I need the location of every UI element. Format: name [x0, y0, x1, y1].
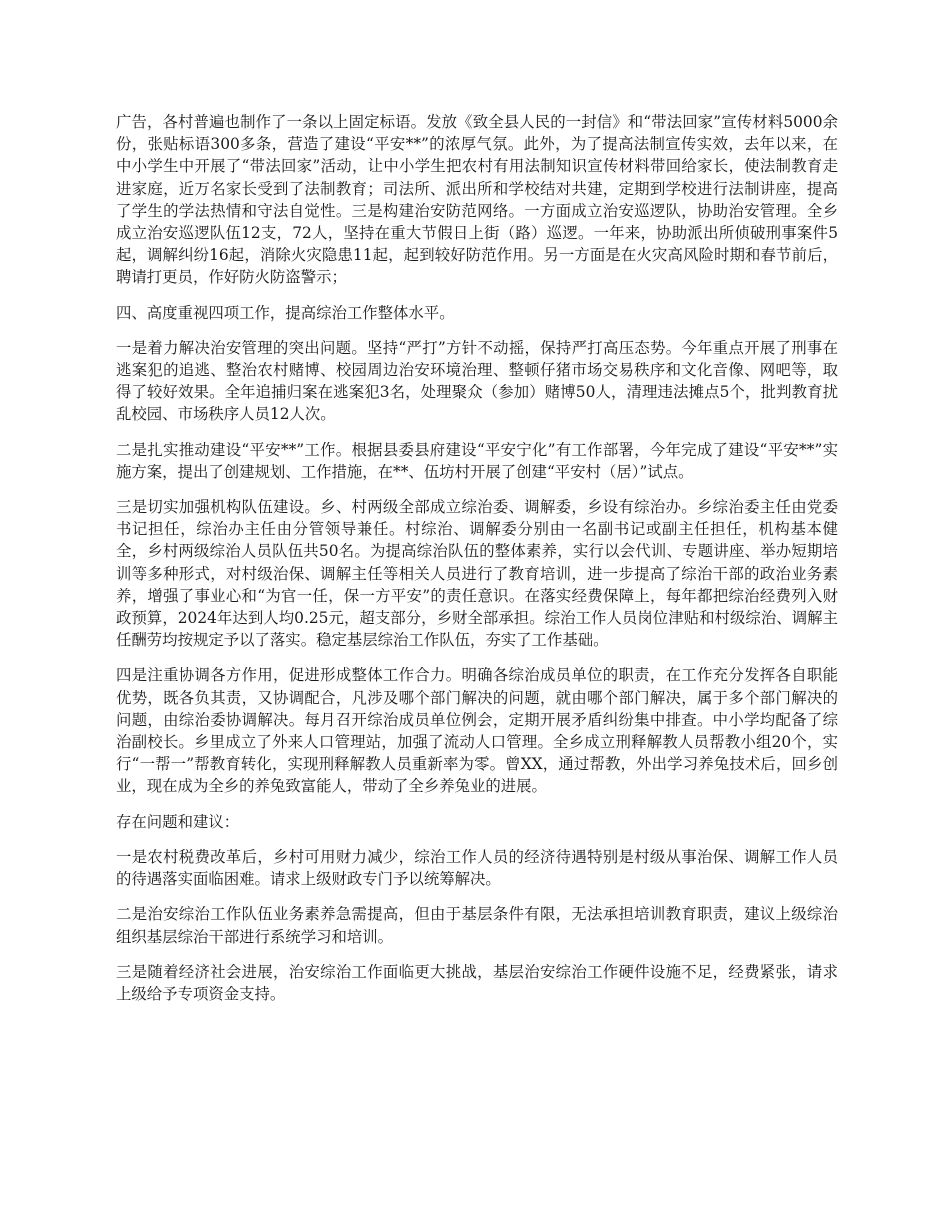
- paragraph-suggestion-training: 二是治安综治工作队伍业务素养急需提高，但由于基层条件有限，无法承担培训教育职责，建议上级综治组织基层综治干部进行系统学习和培训。: [116, 905, 838, 946]
- paragraph-team-building: 三是切实加强机构队伍建设。乡、村两级全部成立综治委、调解委，乡设有综治办。乡综治委主任由党委书记担任，综治办主任由分管领导兼任。村综治、调解委分别由一名副书记或副主任担任，机构基本健全，乡村两级综治人员队伍共50名。为提高综治队伍的整体素养，实行以会代训、专题讲座、举办短期培训等多种形式，对村级治保、调解主任等相关人员进行了教育培训，进一步提高了综治干部的政治业务素养，增强了事业心和“为官一任，保一方平安”的责任意识。在落实经费保障上，每年都把综治经费列入财政预算，2024年达到人均0.25元，超支部分，乡财全部承担。综治工作人员岗位津贴和村级综治、调解主任酬劳均按规定予以了落实。稳定基层综治工作队伍，夯实了工作基础。: [116, 498, 838, 650]
- paragraph-suggestion-facilities: 三是随着经济社会进展，治安综治工作面临更大挑战，基层治安综治工作硬件设施不足，经费紧张，请求上级给予专项资金支持。: [116, 962, 838, 1003]
- section-heading-problems: 存在问题和建议：: [116, 812, 240, 831]
- section-heading-four: 四、高度重视四项工作，提高综治工作整体水平。: [116, 303, 455, 322]
- paragraph-publicity: 广告，各村普遍也制作了一条以上固定标语。发放《致全县人民的一封信》和“带法回家”宣传材料5000余份，张贴标语300多条，营造了建设“平安**”的浓厚气氛。此外，为了提高法制宣传实效，去年以来，在中小学生中开展了“带法回家”活动，让中小学生把农村有用法制知识宣传材料带回给家长，使法制教育走进家庭，近万名家长受到了法制教育；司法所、派出所和学校结对共建，定期到学校进行法制讲座，提高了学生的学法热情和守法自觉性。三是构建治安防范网络。一方面成立治安巡逻队，协助治安管理。全乡成立治安巡逻队伍12支，72人，坚持在重大节假日上街（路）巡逻。一年来，协助派出所侦破刑事案件5起，调解纠纷16起，消除火灾隐患11起，起到较好防范作用。另一方面是在火灾高风险时期和春节前后，聘请打更员，作好防火防盗警示；: [116, 113, 838, 287]
- paragraph-coordination: 四是注重协调各方作用，促进形成整体工作合力。明确各综治成员单位的职责，在工作充分发挥各自职能优势，既各负其责，又协调配合，凡涉及哪个部门解决的问题，就由哪个部门解决，属于多个部门解决的问题，由综治委协调解决。每月召开综治成员单位例会，定期开展矛盾纠纷集中排查。中小学均配备了综治副校长。乡里成立了外来人口管理站，加强了流动人口管理。全乡成立刑释解教人员帮教小组20个，实行“一帮一”帮教育转化，实现刑释解教人员重新率为零。曾XX，通过帮教，外出学习养兔技术后，回乡创业，现在成为全乡的养兔致富能人，带动了全乡养兔业的进展。: [116, 666, 838, 796]
- paragraph-public-security: 一是着力解决治安管理的突出问题。坚持“严打”方针不动摇，保持严打高压态势。今年重点开展了刑事在逃案犯的追逃、整治农村赌博、校园周边治安环境治理、整顿仔猪市场交易秩序和文化音像、网吧等，取得了较好效果。全年追捕归案在逃案犯3名，处理聚众（参加）赌博50人，清理违法摊点5个，批判教育扰乱校园、市场秩序人员12人次。: [116, 338, 838, 424]
- paragraph-safe-construction: 二是扎实推动建设“平安**”工作。根据县委县府建设“平安宁化”有工作部署，今年完成了建设“平安**”实施方案，提出了创建规划、工作措施，在**、伍坊村开展了创建“平安村（居）”试点。: [116, 440, 838, 481]
- document-body: [116, 111, 838, 1018]
- paragraph-suggestion-funding: 一是农村税费改革后，乡村可用财力减少，综治工作人员的经济待遇特别是村级从事治保、调解工作人员的待遇落实面临困难。请求上级财政专门予以统筹解决。: [116, 847, 838, 889]
